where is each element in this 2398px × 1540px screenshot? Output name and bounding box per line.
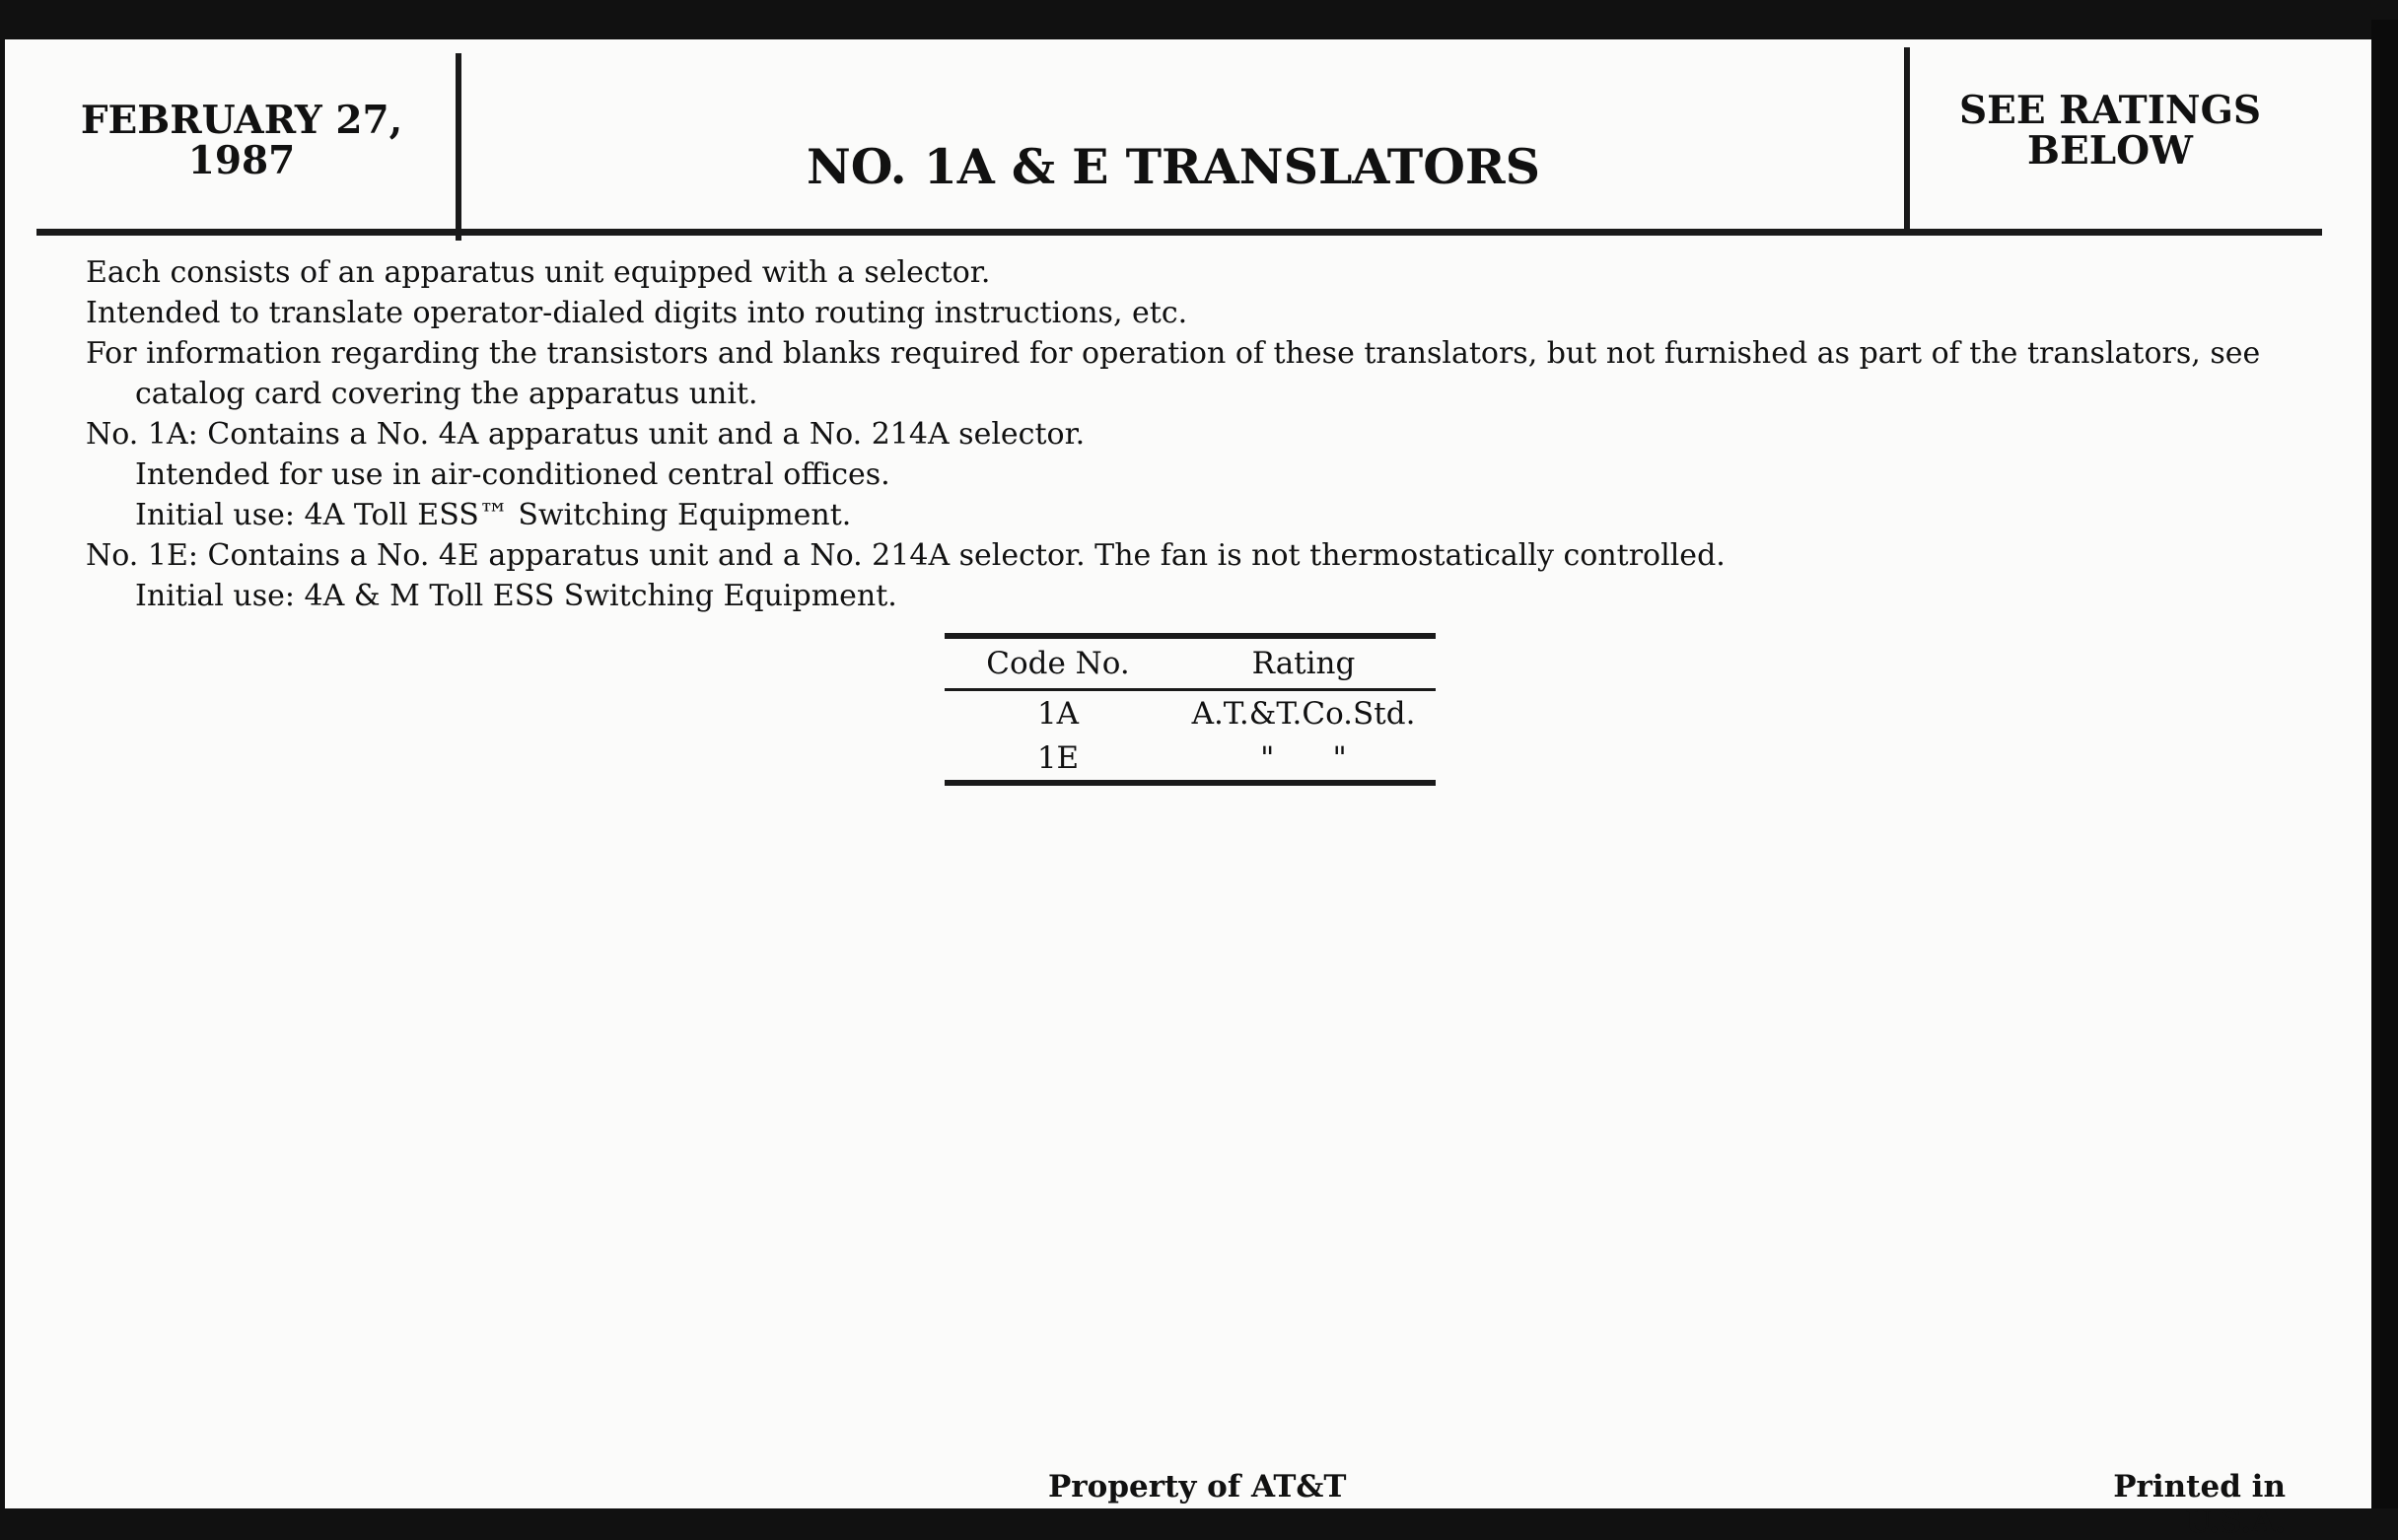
code-1e-description: No. 1E: Contains a No. 4E apparatus unit and a No. 214A selector. The fan is not thermostatically controlled. [86, 538, 1726, 573]
scan-edge [2371, 20, 2398, 1508]
cell-code: 1E [1036, 739, 1080, 776]
header-rule [36, 229, 2322, 236]
table-row [945, 735, 1436, 783]
header-date-line1: FEBRUARY 27, [80, 98, 403, 143]
catalog-card [5, 39, 2371, 1540]
header-ratings-line1: SEE RATINGS [1958, 88, 2262, 133]
description-paragraph: Each consists of an apparatus unit equipped with a selector. [86, 255, 991, 290]
description-text [86, 252, 2294, 616]
table-header-row [945, 636, 1436, 690]
cell-rating: " " [1260, 739, 1347, 776]
header-date-line2: 1987 [187, 137, 296, 183]
code-1a-description: No. 1A: Contains a No. 4A apparatus unit and a No. 214A selector. [86, 417, 1086, 452]
cell-code: 1A [1036, 695, 1080, 732]
table-row [945, 690, 1436, 736]
ratings-table [945, 633, 1436, 786]
code-1a-initial-use: Initial use: 4A Toll ESS™ Switching Equipment. [135, 498, 852, 532]
footer-printed: Printed in U.S.A. [2113, 1469, 2286, 1540]
description-paragraph: Intended to translate operator-dialed digits into routing instructions, etc. [86, 296, 1188, 330]
header-divider-right [1904, 47, 1910, 235]
header-ratings-line2: BELOW [2027, 127, 2193, 174]
footer-property: Property of AT&T [1048, 1469, 1347, 1505]
cell-rating: A.T.&T.Co.Std. [1191, 695, 1416, 732]
description-paragraph: For information regarding the transistors and blanks required for operation of these translators, but not furnished as part of the translators, see catalog card covering the apparatus unit. [86, 336, 2261, 411]
column-header-code: Code No. [945, 636, 1171, 690]
page-title: NO. 1A & E TRANSLATORS [806, 138, 1541, 195]
code-1e-initial-use: Initial use: 4A & M Toll ESS Switching Equipment. [135, 579, 897, 613]
column-header-rating: Rating [1171, 636, 1436, 690]
code-1a-intended-use: Intended for use in air-conditioned central offices. [135, 457, 890, 492]
header-ratings-note [1918, 88, 2302, 174]
header-date [44, 98, 439, 183]
